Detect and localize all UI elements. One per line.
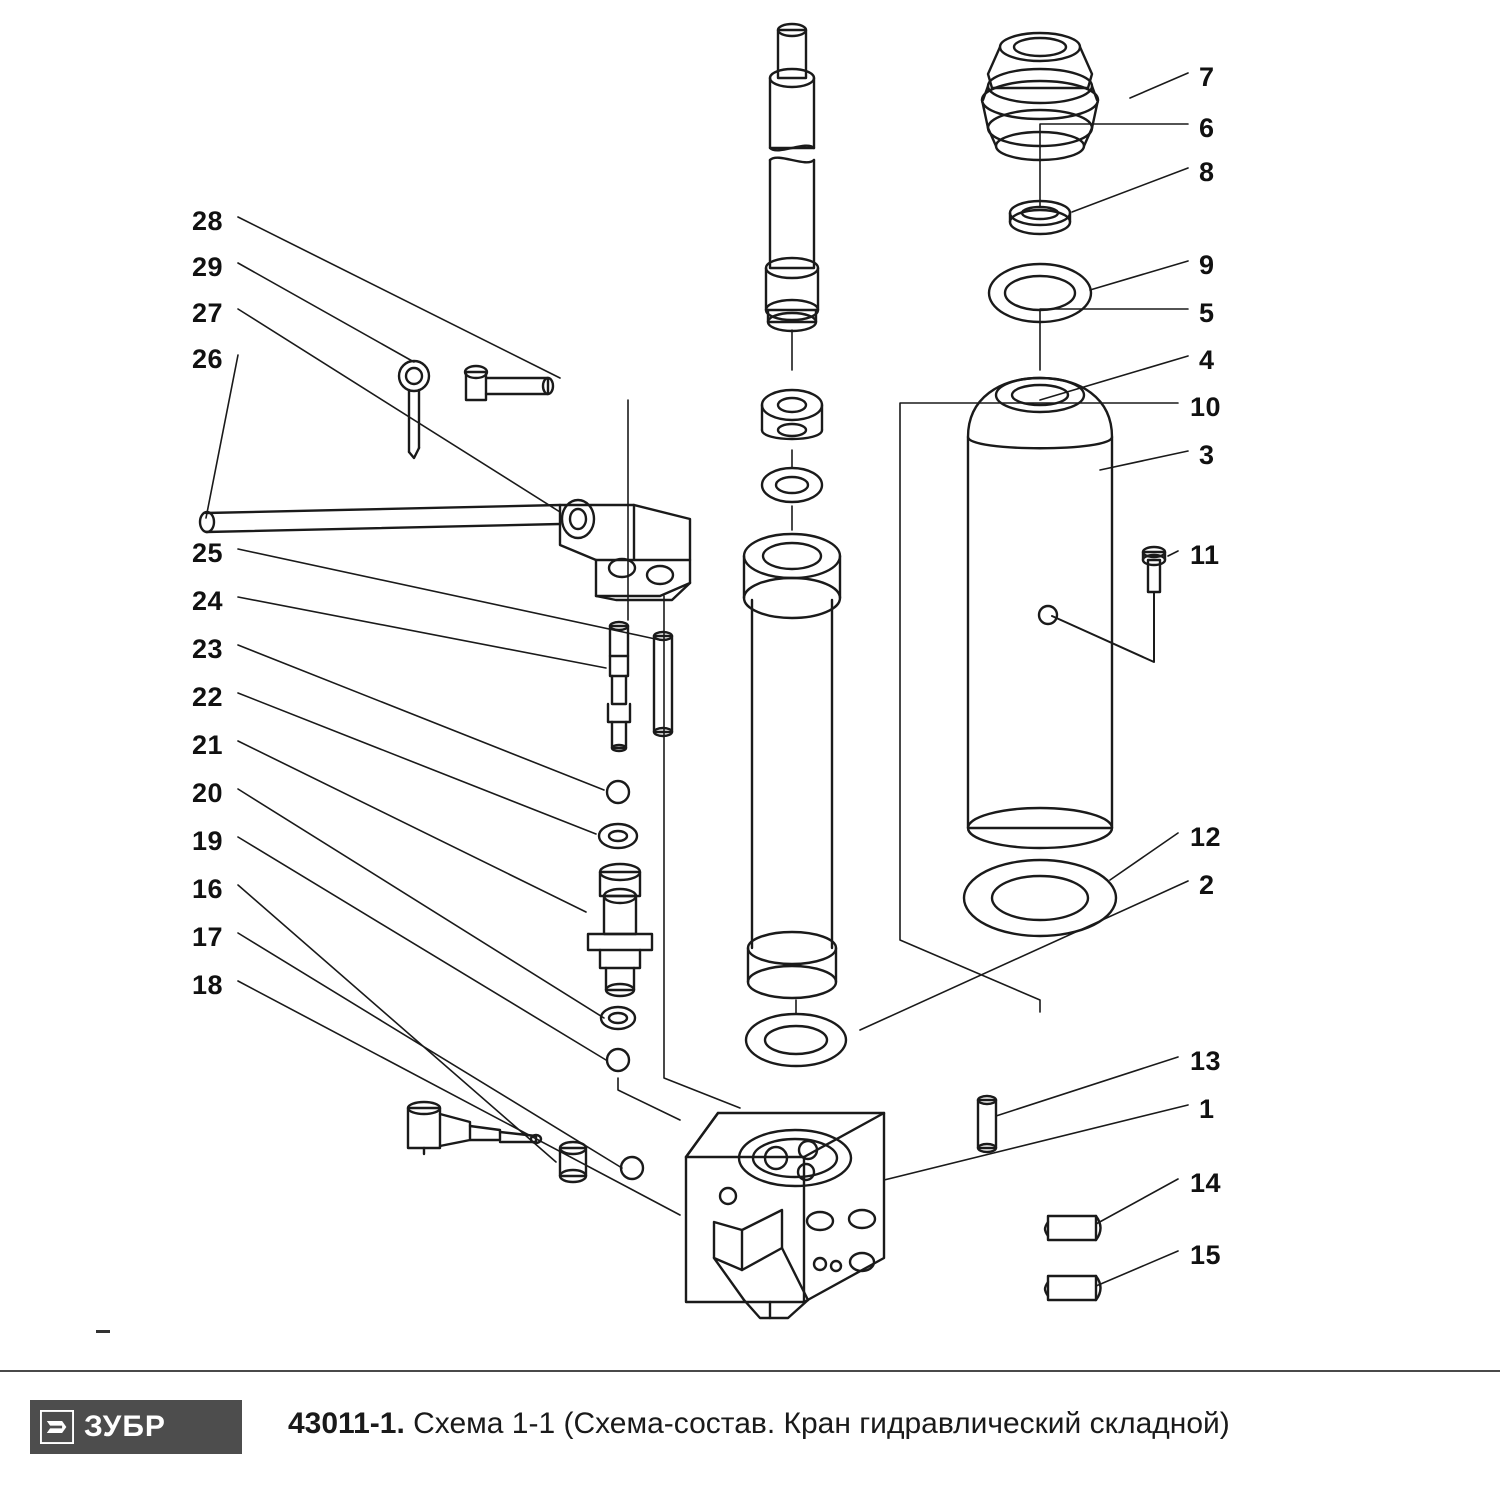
callout-18[interactable]: 18 [192, 970, 224, 1000]
part-19-ball [607, 1049, 629, 1071]
part-29-bolt [465, 366, 553, 400]
diagram-title: Схема 1-1 (Схема-состав. Кран гидравлический складной) [413, 1407, 1230, 1440]
part-26-handle-tube [200, 505, 560, 532]
callout-21[interactable]: 21 [192, 730, 224, 760]
part-22-washer [599, 824, 637, 848]
callout-3[interactable]: 3 [1199, 440, 1215, 470]
callout-25[interactable]: 25 [192, 538, 224, 568]
part-1-pump-body [686, 1113, 884, 1318]
footer-bar [0, 1370, 1500, 1502]
part-21-valve-body [588, 864, 652, 996]
callout-17[interactable]: 17 [192, 922, 224, 952]
part-11-bleed-screw [1039, 547, 1165, 662]
callout-10[interactable]: 10 [1190, 392, 1222, 422]
part-20-oring [601, 1007, 635, 1029]
callout-11[interactable]: 11 [1190, 540, 1220, 570]
part-2-seal-ring [746, 1014, 846, 1066]
part-23-ball [607, 781, 629, 803]
callout-15[interactable]: 15 [1190, 1240, 1222, 1270]
callout-14[interactable]: 14 [1190, 1168, 1222, 1198]
callout-20[interactable]: 20 [192, 778, 224, 808]
callout-5[interactable]: 5 [1199, 298, 1215, 328]
registration-mark [96, 1330, 110, 1333]
diagram-caption [288, 1407, 1230, 1441]
brand-logo [30, 1400, 242, 1454]
part-13-pin [978, 1096, 996, 1152]
part-28-cotter-pin [399, 361, 429, 458]
part-17-bushing [560, 1142, 586, 1182]
callout-23[interactable]: 23 [192, 634, 224, 664]
callout-29[interactable]: 29 [192, 252, 224, 282]
callout-1[interactable]: 1 [1199, 1094, 1215, 1124]
zubr-arrow-icon [40, 1410, 74, 1444]
part-24-spring-pin [608, 622, 630, 751]
callout-28[interactable]: 28 [192, 206, 224, 236]
callout-9[interactable]: 9 [1199, 250, 1215, 280]
callout-27[interactable]: 27 [192, 298, 224, 328]
part-25-pin [654, 632, 672, 736]
callout-16[interactable]: 16 [192, 874, 224, 904]
part-27-handle-socket [560, 500, 690, 600]
part-18-release-valve [408, 1102, 541, 1154]
part-10-oring [762, 468, 822, 502]
callout-24[interactable]: 24 [192, 586, 224, 616]
part-4-bushing [762, 390, 822, 439]
callout-6[interactable]: 6 [1199, 113, 1215, 143]
part-2-ram-cylinder [744, 534, 840, 998]
callout-7[interactable]: 7 [1199, 62, 1215, 92]
callout-2[interactable]: 2 [1199, 870, 1215, 900]
diagram-code: 43011-1. [288, 1407, 405, 1440]
callout-26[interactable]: 26 [192, 344, 224, 374]
callout-22[interactable]: 22 [192, 682, 224, 712]
part-5-ram-rod [766, 24, 818, 331]
callout-4[interactable]: 4 [1199, 345, 1215, 375]
brand-name: ЗУБР [84, 1410, 166, 1443]
callout-8[interactable]: 8 [1199, 157, 1215, 187]
part-15-roller [1045, 1276, 1101, 1300]
callout-19[interactable]: 19 [192, 826, 224, 856]
leader-lines [206, 73, 1188, 1286]
part-16-ball [621, 1157, 643, 1179]
callout-13[interactable]: 13 [1190, 1046, 1222, 1076]
callout-12[interactable]: 12 [1190, 822, 1222, 852]
part-14-roller [1045, 1216, 1101, 1240]
